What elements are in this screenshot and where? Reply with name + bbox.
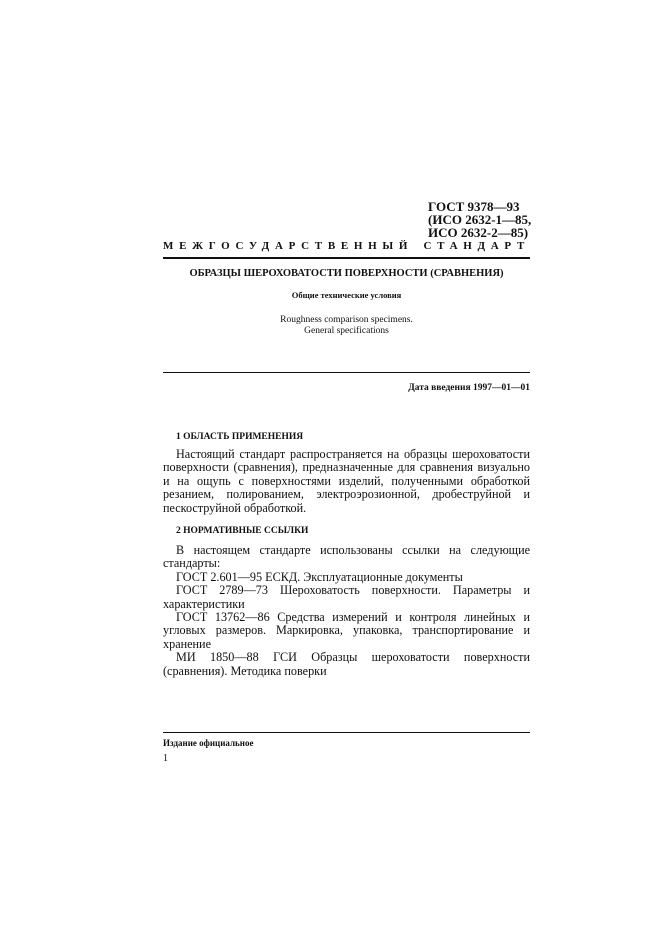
header-interstate: МЕЖГОСУДАРСТВЕННЫЙ [163, 240, 414, 252]
footer-rule [163, 732, 530, 733]
page-number: 1 [163, 753, 168, 764]
english-title-line-2: General specifications [304, 326, 389, 336]
section-2-heading: 2 НОРМАТИВНЫЕ ССЫЛКИ [176, 526, 309, 536]
reference-item: ГОСТ 2.601—95 ЕСКД. Эксплуатационные документы [176, 569, 463, 584]
document-subtitle: Общие технические условия [291, 290, 402, 300]
gost-number: ГОСТ 9378—93 [428, 199, 520, 214]
english-title-line-1: Roughness comparison specimens. [280, 315, 413, 325]
header-standard: СТАНДАРТ [423, 240, 530, 252]
effective-date: Дата введения 1997—01—01 [408, 383, 530, 393]
section-2-text [163, 544, 530, 678]
reference-item: ГОСТ 2789—73 Шероховатость поверхности. Параметры и характеристики [163, 583, 530, 611]
header-rule [163, 257, 530, 259]
section-1-text [163, 448, 530, 515]
english-title [163, 315, 530, 337]
official-edition-label: Издание официальное [163, 738, 254, 748]
reference-item: ГОСТ 13762—86 Средства измерений и контроля линейных и угловых размеров. Маркировка, упаковка, транспортирование и хранение [163, 610, 530, 651]
section-2-intro: В настоящем стандарте использованы ссылки на следующие стандарты: [163, 543, 530, 571]
section-1-paragraph: Настоящий стандарт распространяется на образцы шероховатости поверхности (сравнения), предназначенные для сравнения визуально и на ощупь с поверхностями изделий, полученными обработкой резанием, полированием, электроэрозионной, дробеструйной и пескоструйной обработкой. [163, 447, 530, 515]
iso-reference-2: ИСО 2632-2—85) [428, 225, 529, 240]
iso-reference-1: (ИСО 2632-1—85, [428, 212, 532, 227]
section-1-heading: 1 ОБЛАСТЬ ПРИМЕНЕНИЯ [176, 432, 304, 442]
gost-designation [428, 200, 531, 239]
title-rule [163, 372, 530, 373]
document-title: ОБРАЗЦЫ ШЕРОХОВАТОСТИ ПОВЕРХНОСТИ (СРАВНЕНИЯ) [189, 268, 504, 279]
reference-item: МИ 1850—88 ГСИ Образцы шероховатости поверхности (сравнения). Методика поверки [163, 650, 530, 678]
